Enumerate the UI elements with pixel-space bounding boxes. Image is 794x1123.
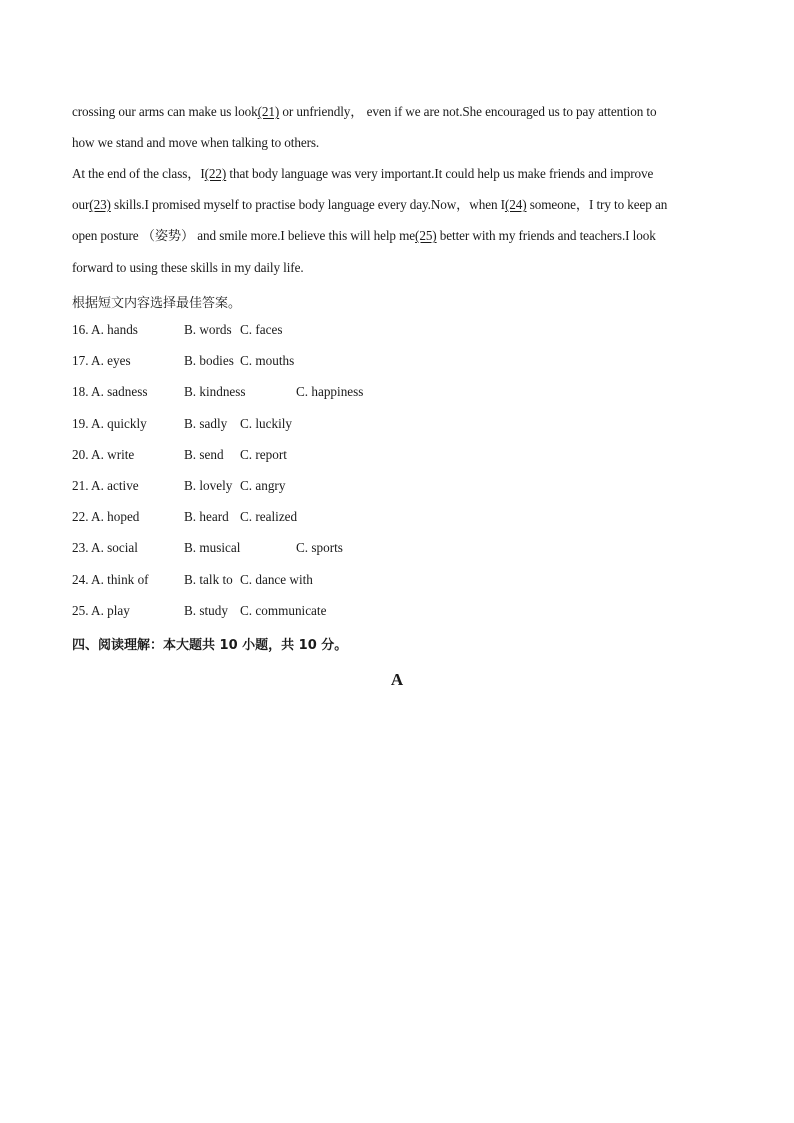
option-c: C. mouths <box>240 353 295 368</box>
option-a: 22. A. hoped <box>72 509 140 524</box>
passage-text: or unfriendly， even if we are not.She encouraged us to pay attention to <box>279 104 657 119</box>
option-a: 25. A. play <box>72 603 130 618</box>
passage-text: that body language was very important.It could help us make friends and improve <box>226 166 654 181</box>
option-c: C. dance with <box>240 572 313 587</box>
option-b: B. lovely <box>184 478 233 493</box>
blank-22: (22) <box>204 166 227 181</box>
passage-line-4 <box>72 197 667 213</box>
blank-21: (21) <box>257 104 280 119</box>
passage-text: At the end of the class，I <box>72 166 205 181</box>
option-c: C. communicate <box>240 603 327 618</box>
option-c: C. realized <box>240 509 298 524</box>
option-c: C. luckily <box>240 416 293 431</box>
option-a: 24. A. think of <box>72 572 149 587</box>
option-a: 16. A. hands <box>72 322 138 337</box>
passage-letter-heading: A <box>390 670 404 689</box>
option-b: B. study <box>184 603 228 618</box>
option-a: 20. A. write <box>72 447 135 462</box>
passage-line-5 <box>72 228 656 244</box>
passage-text: someone，I try to keep an <box>526 197 668 212</box>
option-b: B. send <box>184 447 224 462</box>
passage-text: crossing our arms can make us look <box>72 104 258 119</box>
option-b: B. musical <box>184 540 241 555</box>
blank-23: (23) <box>89 197 111 212</box>
option-b: B. talk to <box>184 572 233 587</box>
option-b: B. sadly <box>184 416 228 431</box>
blank-25: (25) <box>415 228 437 243</box>
blank-24: (24) <box>504 197 527 212</box>
instruction-text: 根据短文内容选择最佳答案。 <box>72 296 242 311</box>
passage-text: forward to using these skills in my daily life. <box>72 260 304 275</box>
section-heading: 四、阅读理解：本大题共 10 小题，共 10 分。 <box>72 638 348 653</box>
option-a: 18. A. sadness <box>72 384 148 399</box>
passage-text: skills.I promised myself to practise body language every day.Now，when I <box>110 197 505 212</box>
passage-line-2 <box>72 135 319 151</box>
option-c: C. angry <box>240 478 286 493</box>
passage-text: how we stand and move when talking to others. <box>72 135 320 150</box>
option-c: C. sports <box>296 540 343 555</box>
option-a: 23. A. social <box>72 540 138 555</box>
option-c: C. report <box>240 447 287 462</box>
option-a: 21. A. active <box>72 478 139 493</box>
option-b: B. heard <box>184 509 229 524</box>
passage-text: our <box>72 197 90 212</box>
option-c: C. happiness <box>296 384 364 399</box>
passage-line-1 <box>72 104 657 120</box>
option-c: C. faces <box>240 322 283 337</box>
option-b: B. words <box>184 322 232 337</box>
passage-line-3 <box>72 166 653 182</box>
option-b: B. kindness <box>184 384 246 399</box>
passage-line-6 <box>72 260 304 276</box>
passage-text: open posture （姿势） and smile more.I believe this will help me <box>72 228 416 243</box>
option-a: 17. A. eyes <box>72 353 131 368</box>
option-a: 19. A. quickly <box>72 416 147 431</box>
option-b: B. bodies <box>184 353 234 368</box>
passage-text: better with my friends and teachers.I look <box>436 228 656 243</box>
